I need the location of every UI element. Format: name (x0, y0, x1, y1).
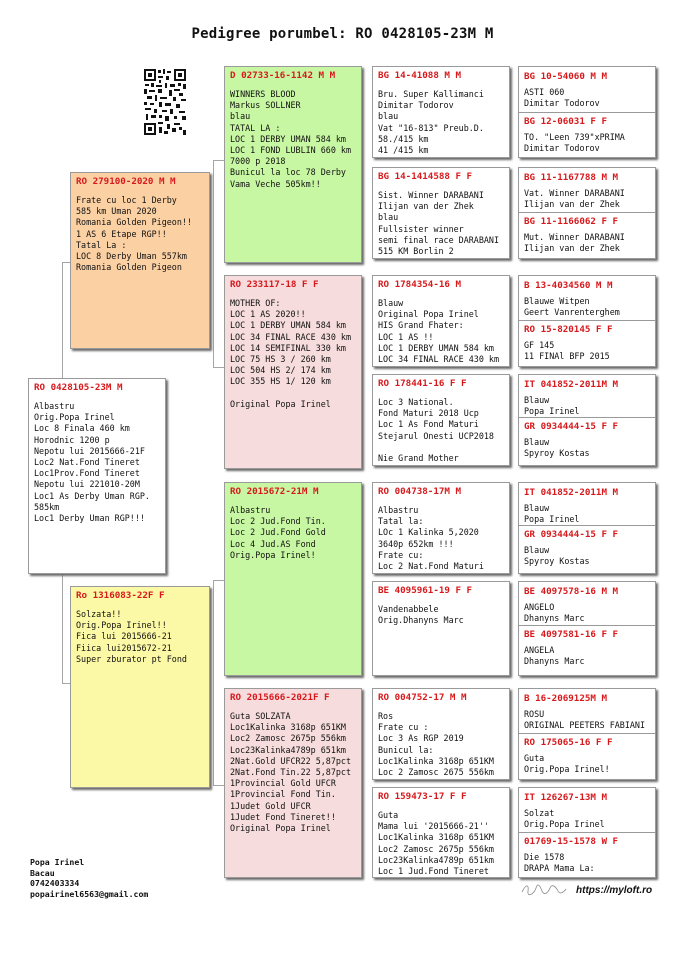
info-line: Loc2 Zamosc 2675p 556km (230, 733, 346, 744)
info-line: Mut. Winner DARABANI (524, 232, 625, 242)
info-line: Original Popa Irinel (378, 309, 479, 320)
info-line: LOC 1 AS 2020!! (230, 309, 306, 320)
divider (519, 832, 655, 833)
ring-number: RO 004738-17M M (378, 486, 461, 497)
ring-number: BG 14-1414588 F F (378, 171, 473, 182)
info-line: ORIGINAL PEETERS FABIANI (524, 720, 646, 731)
info-line: WINNERS BLOOD (230, 89, 296, 99)
pedigree-sub-card-gggp1 (524, 71, 607, 109)
info-line: MOTHER OF: (230, 298, 281, 308)
owner-email: popairinel6563@gmail.com (30, 888, 149, 899)
info-line: Guta (524, 753, 545, 763)
info-line: Orig.Dhanyns Marc (378, 615, 464, 626)
info-line: Fullsister winner (378, 223, 464, 234)
info-line: Frate cu: (378, 549, 424, 560)
ring-number: RO 175065-16 F F (524, 737, 613, 748)
info-line: Nepotu lui 221010-20M (34, 479, 140, 490)
info-line: Albastru (230, 505, 271, 515)
pedigree-pair-gggp-7-8 (518, 374, 656, 466)
ring-number: Ro 1316083-22F F (76, 590, 165, 601)
pedigree-pair-gggp-5-6 (518, 275, 656, 367)
info-line: Orig.Popa Irinel (34, 412, 115, 423)
info-line: Dhanyns Marc (524, 613, 585, 624)
divider (519, 112, 655, 113)
pedigree-pair-gggp-9-10 (518, 482, 656, 574)
connector-line (213, 367, 224, 368)
info-line: Dimitar Todorov (378, 100, 454, 111)
info-line: LOC 1 FOND LUBLIN 660 km (230, 145, 352, 156)
info-line: Albastru (378, 505, 419, 515)
info-line: Romania Golden Pigeon (76, 262, 182, 273)
qr-code (143, 68, 187, 136)
info-line: Frate cu : (378, 722, 429, 733)
info-line: Orig.Popa Irinel! (524, 764, 610, 775)
pedigree-card-subject (28, 378, 166, 574)
connector-line (62, 683, 70, 684)
info-line: Ilijan van der Zhek (524, 199, 620, 210)
connector-line (62, 262, 70, 263)
divider (519, 320, 655, 321)
divider (519, 625, 655, 626)
ring-number: BG 11-1167788 M M (524, 172, 619, 183)
info-line (378, 442, 504, 453)
info-line: Orig.Popa Irinel!! (76, 620, 167, 631)
info-line: Dimitar Todorov (524, 98, 600, 109)
info-line: Sist. Winner DARABANI (378, 190, 484, 200)
info-line: Blauwe Witpen (524, 296, 590, 306)
ring-number: RO 1784354-16 M (378, 279, 461, 290)
pedigree-sub-card-gggp8 (524, 421, 618, 459)
pedigree-sub-card-gggp4 (524, 216, 625, 254)
info-line: Loc 2 Jud.Fond Gold (230, 527, 326, 538)
ring-number: BG 11-1166062 F F (524, 216, 619, 227)
info-line: Loc 2 Jud.Fond Tin. (230, 516, 326, 527)
info-line: Super zburator pt Fond (76, 653, 187, 664)
page-title: Pedigree porumbel: RO 0428105-23M M (191, 26, 494, 42)
info-line: TATAL LA : (230, 122, 281, 133)
divider (519, 212, 655, 213)
info-line: Blauw (524, 503, 550, 513)
info-line: LOC 355 HS 1/ 120 km (230, 376, 331, 387)
info-line: LOC 1 AS !! (378, 331, 434, 342)
info-line: 585km (34, 501, 60, 512)
info-line: Spyroy Kostas (524, 448, 590, 459)
info-line: Nepotu lui 2015666-21F (34, 445, 145, 456)
pedigree-card-ggp4 (372, 374, 510, 466)
info-line: LOC 75 HS 3 / 260 km (230, 354, 331, 365)
info-line: Frate cu loc 1 Derby (76, 195, 177, 205)
info-line: Dimitar Todorov (524, 143, 600, 154)
info-line: Popa Irinel (524, 514, 580, 525)
pedigree-sub-card-gggp16 (524, 836, 618, 874)
info-line: Loc 1 As Fond Maturi (378, 419, 479, 430)
info-line: Loc1 As Derby Uman RGP. (34, 490, 150, 501)
pedigree-card-ggp3 (372, 275, 510, 367)
info-line: HIS Grand Fhater: (378, 320, 464, 331)
info-line (230, 388, 356, 399)
info-line: LOC 34 FINAL RACE 430 km (230, 331, 352, 342)
info-line: Blauw (524, 395, 550, 405)
info-line: ASTI 060 (524, 87, 565, 97)
info-line: blau (230, 111, 251, 122)
divider (519, 417, 655, 418)
connector-line (213, 160, 224, 161)
ring-number: BE 4097581-16 F F (524, 629, 619, 640)
ring-number: 01769-15-1578 W F (524, 836, 619, 847)
ring-number: BG 10-54060 M M (524, 71, 607, 82)
info-line: Geert Vanrenterghem (524, 307, 620, 318)
info-line: Die 1578 (524, 852, 565, 862)
info-line: Loc1Prov.Fond Tineret (34, 468, 140, 479)
pedigree-sub-card-gggp10 (524, 529, 618, 567)
pedigree-card-gp3 (224, 482, 362, 676)
info-line: Mama lui '2015666-21'' (378, 821, 489, 832)
info-line: Loc 3 As RGP 2019 (378, 733, 464, 744)
pedigree-pair-gggp-13-14 (518, 688, 656, 780)
ring-number: RO 0428105-23M M (34, 382, 123, 393)
pedigree-card-gp1 (224, 66, 362, 263)
info-line: Fiica lui2015672-21 (76, 642, 172, 653)
info-line: Loc 8 Finala 460 km (34, 423, 130, 434)
pedigree-pair-gggp-1-2 (518, 66, 656, 158)
owner-city: Bacau (30, 867, 55, 878)
info-line: Orig.Popa Irinel (524, 819, 605, 830)
info-line: Loc1Kalinka 3168p 651KM (230, 722, 346, 733)
pedigree-sub-card-gggp2 (524, 116, 625, 154)
info-line: 515 KM Borlin 2 (378, 246, 454, 257)
info-line: Solzat (524, 808, 555, 818)
pedigree-sub-card-gggp11 (524, 586, 618, 624)
info-line: Loc 2 Nat.Fond Maturi (378, 561, 484, 572)
pedigree-card-ggp2 (372, 167, 510, 259)
info-line: Ilijan van der Zhek (524, 243, 620, 254)
info-line: 1Provincial Fond Tin. (230, 789, 336, 800)
ring-number: IT 126267-13M M (524, 792, 607, 803)
info-line: ANGELA (524, 645, 555, 655)
info-line: Loc 2 Zamosc 2675 556km (378, 767, 494, 778)
info-line: Loc 4 Jud.AS Fond (230, 538, 316, 549)
pedigree-card-sire (70, 172, 210, 349)
info-line: TO. "Leen 739"xPRIMA (524, 132, 625, 142)
info-line: GF 145 (524, 340, 555, 350)
pedigree-pair-gggp-15-16 (518, 787, 656, 878)
info-line: Fond Maturi 2018 Ucp (378, 408, 479, 419)
ring-number: IT 041852-2011M M (524, 379, 619, 390)
info-line: Vat "16-813" Preub.D. (378, 122, 484, 133)
info-line: Loc2 Zamosc 2675p 556km (378, 843, 494, 854)
ring-number: RO 004752-17 M M (378, 692, 467, 703)
info-line: 58./415 km (378, 133, 429, 144)
info-line: LOC 1 DERBY UMAN 584 km (230, 320, 346, 331)
pedigree-sub-card-gggp14 (524, 737, 613, 775)
info-line: Loc 1 Jud.Fond Tineret (378, 866, 489, 877)
info-line: Ilijan van der Zhek (378, 201, 474, 212)
info-line: LOc 1 Kalinka 5,2020 (378, 527, 479, 538)
info-line: Guta SOLZATA (230, 711, 291, 721)
ring-number: IT 041852-2011M M (524, 487, 619, 498)
ring-number: BE 4095961-19 F F (378, 585, 473, 596)
ring-number: RO 2015672-21M M (230, 486, 319, 497)
pedigree-card-dam (70, 586, 210, 788)
info-line: 1Judet Gold UFCR (230, 800, 311, 811)
info-line: Fica lui 2015666-21 (76, 631, 172, 642)
ring-number: B 16-2069125M M (524, 693, 607, 704)
owner-phone: 0742403334 (30, 878, 80, 888)
info-line: Vandenabbele (378, 604, 439, 614)
info-line: Vat. Winner DARABANI (524, 188, 625, 198)
ring-number: RO 2015666-2021F F (230, 692, 330, 703)
website-link[interactable]: https://myloft.ro (576, 885, 653, 896)
info-line: Blauw (524, 437, 550, 447)
ring-number: RO 233117-18 F F (230, 279, 319, 290)
info-line: Original Popa Irinel (230, 823, 331, 834)
info-line: LOC 504 HS 2/ 174 km (230, 365, 331, 376)
info-line: Loc1Kalinka 3168p 651KM (378, 755, 494, 766)
info-line: LOC 8 Derby Uman 557km (76, 251, 187, 262)
pedigree-sub-card-gggp9 (524, 487, 618, 525)
info-line: Bru. Super Kallimanci (378, 89, 484, 99)
info-line: Stejarul Onesti UCP2018 (378, 430, 494, 441)
ring-number: GR 0934444-15 F F (524, 529, 619, 540)
info-line: Loc23Kalinka4789p 651km (230, 744, 346, 755)
info-line: Ros (378, 711, 394, 721)
ring-number: RO 159473-17 F F (378, 791, 467, 802)
pedigree-sub-card-gggp6 (524, 324, 613, 362)
info-line: semi final race DARABANI (378, 234, 500, 245)
info-line: blau (378, 111, 399, 122)
pedigree-card-ggp5 (372, 482, 510, 574)
pedigree-sub-card-gggp15 (524, 792, 607, 830)
info-line: 1Provincial Gold UFCR (230, 778, 336, 789)
info-line: Guta (378, 810, 399, 820)
info-line: DRAPA Mama La: (524, 863, 595, 874)
connector-line (213, 785, 224, 786)
info-line: Albastru (34, 401, 75, 411)
pedigree-card-ggp1 (372, 66, 510, 158)
connector-line (213, 160, 214, 367)
info-line: 2Nat.Fond Tin.22 5,87pct (230, 767, 352, 778)
info-line: Loc 3 National. (378, 397, 454, 407)
info-line: Original Popa Irinel (230, 398, 331, 409)
ring-number: D 02733-16-1142 M M (230, 70, 336, 81)
pedigree-sub-card-gggp12 (524, 629, 618, 667)
info-line: Tatal la: (378, 516, 424, 527)
info-line: Bunicul la loc 78 Derby (230, 167, 346, 178)
info-line: LOC 34 FINAL RACE 430 km (378, 354, 500, 365)
ring-number: GR 0934444-15 F F (524, 421, 619, 432)
info-line: 2Nat.Gold UFCR22 5,87pct (230, 755, 352, 766)
ring-number: BE 4097578-16 M M (524, 586, 619, 597)
info-line: ANGELO (524, 602, 555, 612)
info-line: 11 FINAl BFP 2015 (524, 351, 610, 362)
info-line: Loc2 Nat.Fond Tineret (34, 457, 140, 468)
pedigree-sub-card-gggp13 (524, 693, 645, 731)
info-line: LOC 1 DERBY UMAN 584 km (230, 133, 346, 144)
ring-number: BG 12-06031 F F (524, 116, 607, 127)
info-line: Romania Golden Pigeon!! (76, 217, 192, 228)
ring-number: RO 178441-16 F F (378, 378, 467, 389)
pedigree-sub-card-gggp5 (524, 280, 620, 318)
info-line: blau (378, 212, 399, 223)
pedigree-pair-gggp-11-12 (518, 581, 656, 676)
info-line: Markus SOLLNER (230, 100, 301, 111)
signature-image (520, 882, 568, 896)
info-line: 3640p 652km !!! (378, 538, 454, 549)
pedigree-card-ggp8 (372, 787, 510, 878)
pedigree-card-ggp6 (372, 581, 510, 676)
info-line: Horodnic 1200 p (34, 434, 110, 445)
owner-name: Popa Irinel (30, 857, 85, 867)
pedigree-sub-card-gggp3 (524, 172, 625, 210)
info-line: Vama Veche 505km!! (230, 178, 321, 189)
info-line: 585 km Uman 2020 (76, 206, 157, 217)
info-line: 1 AS 6 Etape RGP!! (76, 228, 167, 239)
info-line: Tatal La : (76, 239, 127, 250)
info-line: ROSU (524, 709, 545, 719)
info-line: Blauw (378, 298, 404, 308)
info-line: Bunicul la: (378, 744, 434, 755)
info-line: LOC 14 SEMIFINAL 330 km (230, 342, 346, 353)
info-line: Loc23Kalinka4789p 651km (378, 854, 494, 865)
divider (519, 733, 655, 734)
info-line: Popa Irinel (524, 406, 580, 417)
owner-contact (30, 857, 148, 899)
info-line: Solzata!! (76, 609, 122, 619)
connector-line (213, 580, 214, 785)
info-line: Blauw (524, 545, 550, 555)
info-line: 1Judet Fond Tineret!! (230, 811, 336, 822)
info-line: 7000 p 2018 (230, 156, 286, 167)
info-line: Orig.Popa Irinel! (230, 549, 316, 560)
info-line: Nie Grand Mother (378, 453, 459, 464)
info-line: Loc1 Derby Uman RGP!!! (34, 513, 145, 524)
info-line: 41 /415 km (378, 145, 429, 156)
pedigree-card-gp4 (224, 688, 362, 878)
info-line: Loc1Kalinka 3168p 651KM (378, 832, 494, 843)
info-line: Dhanyns Marc (524, 656, 585, 667)
pedigree-sub-card-gggp7 (524, 379, 618, 417)
ring-number: RO 15-820145 F F (524, 324, 613, 335)
pedigree-card-gp2 (224, 275, 362, 469)
info-line: LOC 1 DERBY UMAN 584 km (378, 342, 494, 353)
pedigree-card-ggp7 (372, 688, 510, 780)
ring-number: BG 14-41088 M M (378, 70, 461, 81)
connector-line (213, 580, 224, 581)
info-line: Spyroy Kostas (524, 556, 590, 567)
ring-number: B 13-4034560 M M (524, 280, 613, 291)
ring-number: RO 279100-2020 M M (76, 176, 176, 187)
divider (519, 525, 655, 526)
pedigree-pair-gggp-3-4 (518, 167, 656, 259)
